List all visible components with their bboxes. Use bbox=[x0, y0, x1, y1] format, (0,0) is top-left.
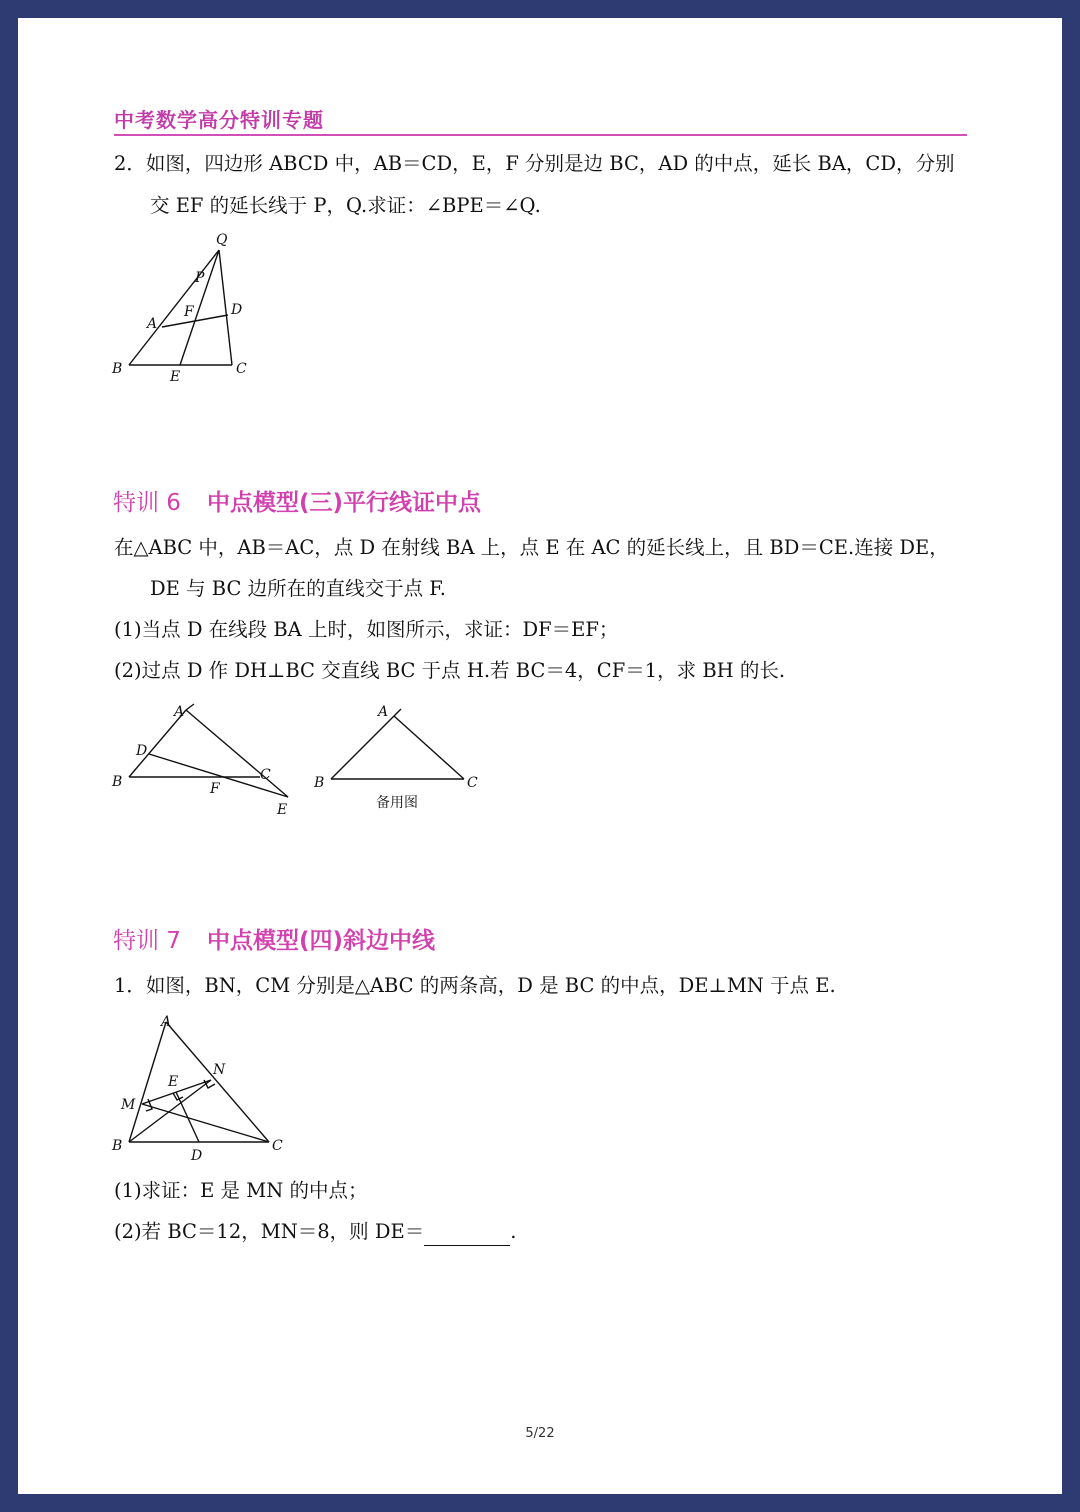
page-number: 5/22 bbox=[525, 1426, 555, 1441]
segment-BA bbox=[129, 1022, 166, 1142]
label-B: B bbox=[112, 361, 123, 377]
label-D: D bbox=[136, 743, 148, 759]
label-C: C bbox=[272, 1138, 283, 1154]
label-F: F bbox=[184, 304, 194, 320]
label-B: B bbox=[314, 775, 325, 791]
section6-title: 中点模型(三)平行线证中点 bbox=[206, 490, 481, 516]
segment-AC bbox=[166, 1022, 269, 1142]
label-Q: Q bbox=[216, 232, 228, 248]
section7-number: 特训 7 bbox=[113, 928, 181, 954]
section6-number: 特训 6 bbox=[113, 490, 181, 516]
label-B: B bbox=[112, 1138, 123, 1154]
problem2-line1: 2．如图，四边形 ABCD 中，AB＝CD，E，F 分别是边 BC，AD 的中点，延长 BA，CD，分别 bbox=[114, 152, 955, 175]
label-C: C bbox=[467, 775, 478, 791]
label-A: A bbox=[174, 704, 185, 720]
section7-title: 中点模型(四)斜边中线 bbox=[206, 928, 435, 954]
question2-prefix: (2)若 BC＝12，MN＝8，则 DE＝ bbox=[114, 1220, 425, 1243]
altitude-figure bbox=[18, 18, 1062, 1494]
label-F: F bbox=[210, 781, 220, 797]
header-title: 中考数学高分特训专题 bbox=[114, 108, 324, 132]
label-B: B bbox=[112, 774, 123, 790]
problem2-line2: 交 EF 的延长线于 P，Q.求证：∠BPE＝∠Q. bbox=[150, 194, 541, 217]
section6-line1: 在△ABC 中，AB＝AC，点 D 在射线 BA 上，点 E 在 AC 的延长线上，且 BD＝CE.连接 DE， bbox=[114, 536, 949, 559]
answer-blank bbox=[424, 1225, 510, 1246]
label-E: E bbox=[170, 369, 181, 385]
label-E: E bbox=[277, 802, 288, 818]
segment-CM bbox=[142, 1104, 269, 1142]
section6-line2: DE 与 BC 边所在的直线交于点 F. bbox=[150, 577, 446, 600]
label-P: P bbox=[195, 270, 205, 286]
label-A: A bbox=[161, 1014, 172, 1030]
label-D: D bbox=[231, 302, 243, 318]
label-M: M bbox=[121, 1097, 136, 1113]
label-C: C bbox=[260, 767, 271, 783]
section7-question2 bbox=[114, 1218, 516, 1246]
section6-question1: (1)当点 D 在线段 BA 上时，如图所示，求证：DF＝EF； bbox=[114, 618, 619, 641]
label-N: N bbox=[213, 1062, 226, 1078]
label-C: C bbox=[236, 361, 247, 377]
label-A: A bbox=[378, 704, 389, 720]
section6-question2: (2)过点 D 作 DH⊥BC 交直线 BC 于点 H.若 BC＝4，CF＝1，求 BH 的长. bbox=[114, 659, 786, 682]
question2-suffix: . bbox=[510, 1220, 517, 1243]
document-page bbox=[18, 18, 1062, 1494]
spare-figure-caption: 备用图 bbox=[376, 795, 418, 811]
label-D: D bbox=[191, 1148, 203, 1164]
section7-line1: 1．如图，BN，CM 分别是△ABC 的两条高，D 是 BC 的中点，DE⊥MN 于点 E. bbox=[114, 974, 836, 997]
section7-question1: (1)求证：E 是 MN 的中点； bbox=[114, 1179, 368, 1202]
label-A: A bbox=[147, 316, 158, 332]
label-E: E bbox=[168, 1074, 179, 1090]
